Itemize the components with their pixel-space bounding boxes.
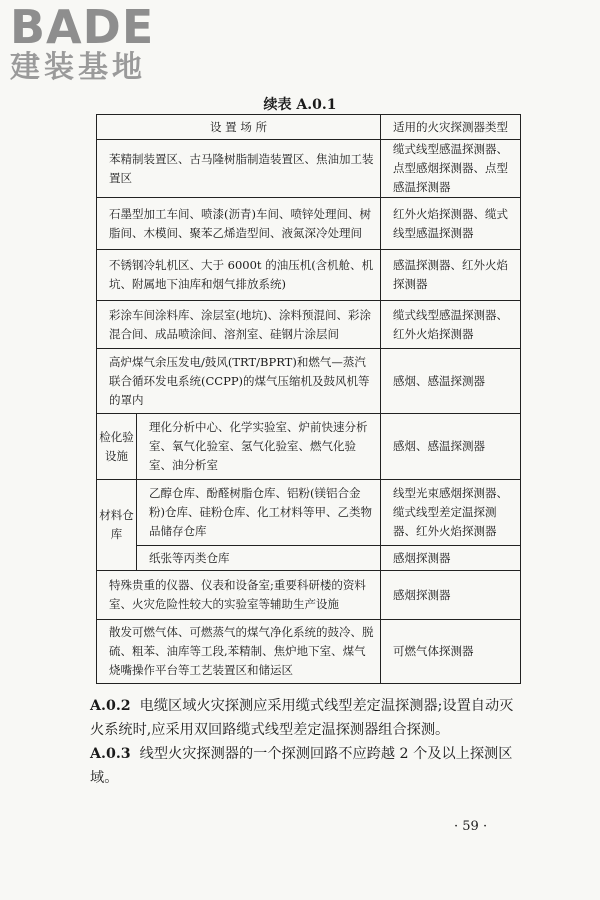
detector-cell: 缆式线型感温探测器、红外火焰探测器 xyxy=(381,301,521,349)
table-row xyxy=(97,301,521,349)
table-row xyxy=(97,620,521,684)
location-cell: 乙醇仓库、酚醛树脂仓库、铝粉(镁铝合金粉)仓库、硅粉仓库、化工材料等甲、乙类物品储存仓库 xyxy=(137,480,381,546)
detector-cell: 感烟、感温探测器 xyxy=(381,349,521,414)
detector-cell: 感温探测器、红外火焰探测器 xyxy=(381,250,521,301)
detector-cell: 缆式线型感温探测器、点型感烟探测器、点型感温探测器 xyxy=(381,140,521,198)
table-row xyxy=(97,198,521,250)
location-cell: 散发可燃气体、可燃蒸气的煤气净化系统的鼓冷、脱硫、粗苯、油库等工段,苯精制、焦炉地下室、煤气烧嘴操作平台等工艺装置区和储运区 xyxy=(97,620,381,684)
clause-number: A.0.2 xyxy=(90,698,131,714)
group-label-warehouse: 材料仓库 xyxy=(97,480,137,571)
table-row xyxy=(97,349,521,414)
table-row xyxy=(97,140,521,198)
clause-number: A.0.3 xyxy=(90,746,131,762)
clause-a02 xyxy=(90,694,520,742)
header-detector: 适用的火灾探测器类型 xyxy=(381,115,521,140)
logo-brand: BADE xyxy=(10,0,155,54)
table-row-warehouse xyxy=(97,546,521,571)
location-cell: 特殊贵重的仪器、仪表和设备室;重要科研楼的资料室、火灾危险性较大的实验室等辅助生产设施 xyxy=(97,571,381,620)
detector-cell: 线型光束感烟探测器、缆式线型差定温探测器、红外火焰探测器 xyxy=(381,480,521,546)
location-cell: 苯精制装置区、古马隆树脂制造装置区、焦油加工装置区 xyxy=(97,140,381,198)
location-cell: 彩涂车间涂料库、涂层室(地坑)、涂料预混间、彩涂混合间、成品喷涂间、溶剂室、硅钢片涂层间 xyxy=(97,301,381,349)
detector-table xyxy=(96,114,521,684)
group-label-lab: 检化验设施 xyxy=(97,414,137,480)
clause-text: 线型火灾探测器的一个探测回路不应跨越 2 个及以上探测区域。 xyxy=(90,746,513,786)
bade-logo xyxy=(10,0,190,88)
table-row-lab xyxy=(97,414,521,480)
detector-cell: 可燃气体探测器 xyxy=(381,620,521,684)
location-cell: 高炉煤气余压发电/鼓风(TRT/BPRT)和燃气—蒸汽联合循环发电系统(CCPP)的煤气压缩机及鼓风机等的罩内 xyxy=(97,349,381,414)
logo-subtitle: 建装基地 xyxy=(10,50,146,85)
detector-cell: 感烟探测器 xyxy=(381,546,521,571)
table-row xyxy=(97,250,521,301)
clause-a03 xyxy=(90,742,520,790)
clause-text: 电缆区域火灾探测应采用缆式线型差定温探测器;设置自动灭火系统时,应采用双回路缆式线型差定温探测器组合探测。 xyxy=(90,698,514,738)
table-header-row xyxy=(97,115,521,140)
page-number: · 59 · xyxy=(454,819,488,834)
location-cell: 纸张等丙类仓库 xyxy=(137,546,381,571)
detector-cell: 感烟探测器 xyxy=(381,571,521,620)
detector-cell: 红外火焰探测器、缆式线型感温探测器 xyxy=(381,198,521,250)
location-cell: 理化分析中心、化学实验室、炉前快速分析室、氧气化验室、氢气化验室、燃气化验室、油分析室 xyxy=(137,414,381,480)
table-caption: 续表 A.0.1 xyxy=(263,97,337,113)
table-row xyxy=(97,571,521,620)
location-cell: 不锈钢冷轧机区、大于 6000t 的油压机(含机舱、机坑、附属地下油库和烟气排放系统) xyxy=(97,250,381,301)
header-location: 设 置 场 所 xyxy=(97,115,381,140)
location-cell: 石墨型加工车间、喷漆(沥青)车间、喷锌处理间、树脂间、木模间、聚苯乙烯造型间、液氮深冷处理间 xyxy=(97,198,381,250)
table-row-warehouse xyxy=(97,480,521,546)
detector-cell: 感烟、感温探测器 xyxy=(381,414,521,480)
